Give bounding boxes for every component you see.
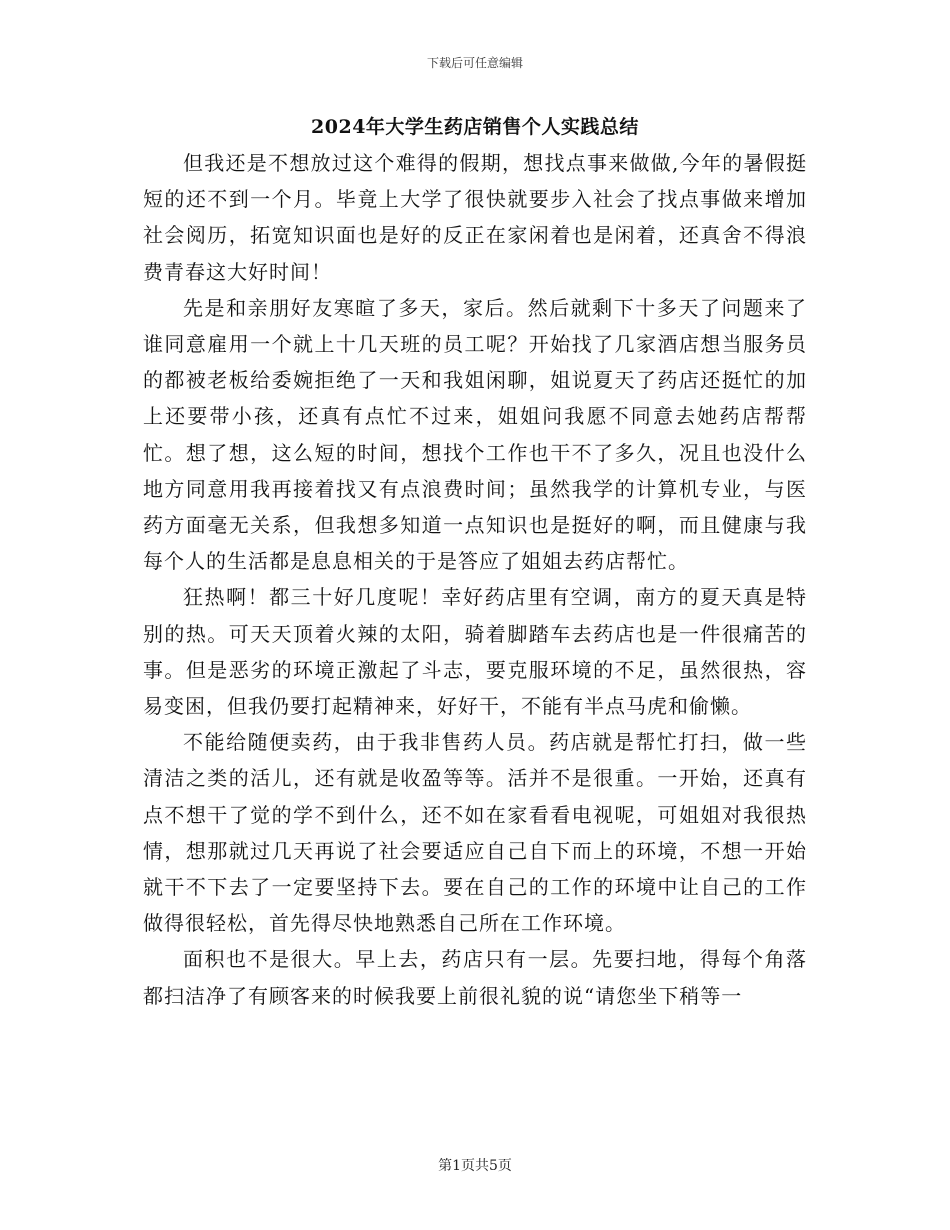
paragraph-4: 不能给随便卖药，由于我非售药人员。药店就是帮忙打扫，做一些清洁之类的活儿，还有就是收盈等等。活并不是很重。一开始，还真有点不想干了觉的学不到什么，还不如在家看看电视呢，可姐姐对我很热情，想那就过几天再说了社会要适应自己自下而上的环境，不想一开始就干不下去了一定要坚持下去。要在自己的工作的环境中让自己的工作做得很轻松，首先得尽快地熟悉自己所在工作环境。: [143, 730, 807, 936]
document-body: [143, 145, 807, 1014]
paragraph-5: 面积也不是很大。早上去，药店只有一层。先要扫地，得每个角落都扫洁净了有顾客来的时候我要上前很礼貌的说“请您坐下稍等一: [143, 947, 807, 1008]
document-title: 2024年大学生药店销售个人实践总结: [311, 116, 639, 138]
paragraph-3: 狂热啊！都三十好几度呢！幸好药店里有空调，南方的夏天真是特别的热。可天天顶着火辣的太阳，骑着脚踏车去药店也是一件很痛苦的事。但是恶劣的环境正激起了斗志，要克服环境的不足，虽然很热，容易变困，但我仍要打起精神来，好好干，不能有半点马虎和偷懒。: [143, 585, 807, 719]
paragraph-2: 先是和亲朋好友寒暄了多天，家后。然后就剩下十多天了问题来了谁同意雇用一个就上十几天班的员工呢？开始找了几家酒店想当服务员的都被老板给委婉拒绝了一天和我姐闲聊，姐说夏天了药店还挺忙的加上还要带小孩，还真有点忙不过来，姐姐问我愿不同意去她药店帮帮忙。想了想，这么短的时间，想找个工作也干不了多久，况且也没什么地方同意用我再接着找又有点浪费时间；虽然我学的计算机专业，与医药方面毫无关系，但我想多知道一点知识也是挺好的啊，而且健康与我每个人的生活都是息息相关的于是答应了姐姐去药店帮忙。: [143, 295, 807, 574]
page-header-note: 下载后可任意编辑: [426, 56, 523, 70]
paragraph-1: 但我还是不想放过这个难得的假期，想找点事来做做,今年的暑假挺短的还不到一个月。毕竟上大学了很快就要步入社会了找点事做来增加社会阅历，拓宽知识面也是好的反正在家闲着也是闲着，还真舍不得浪费青春这大好时间！: [143, 151, 807, 284]
page-number-footer: 第1页共5页: [438, 1158, 512, 1174]
